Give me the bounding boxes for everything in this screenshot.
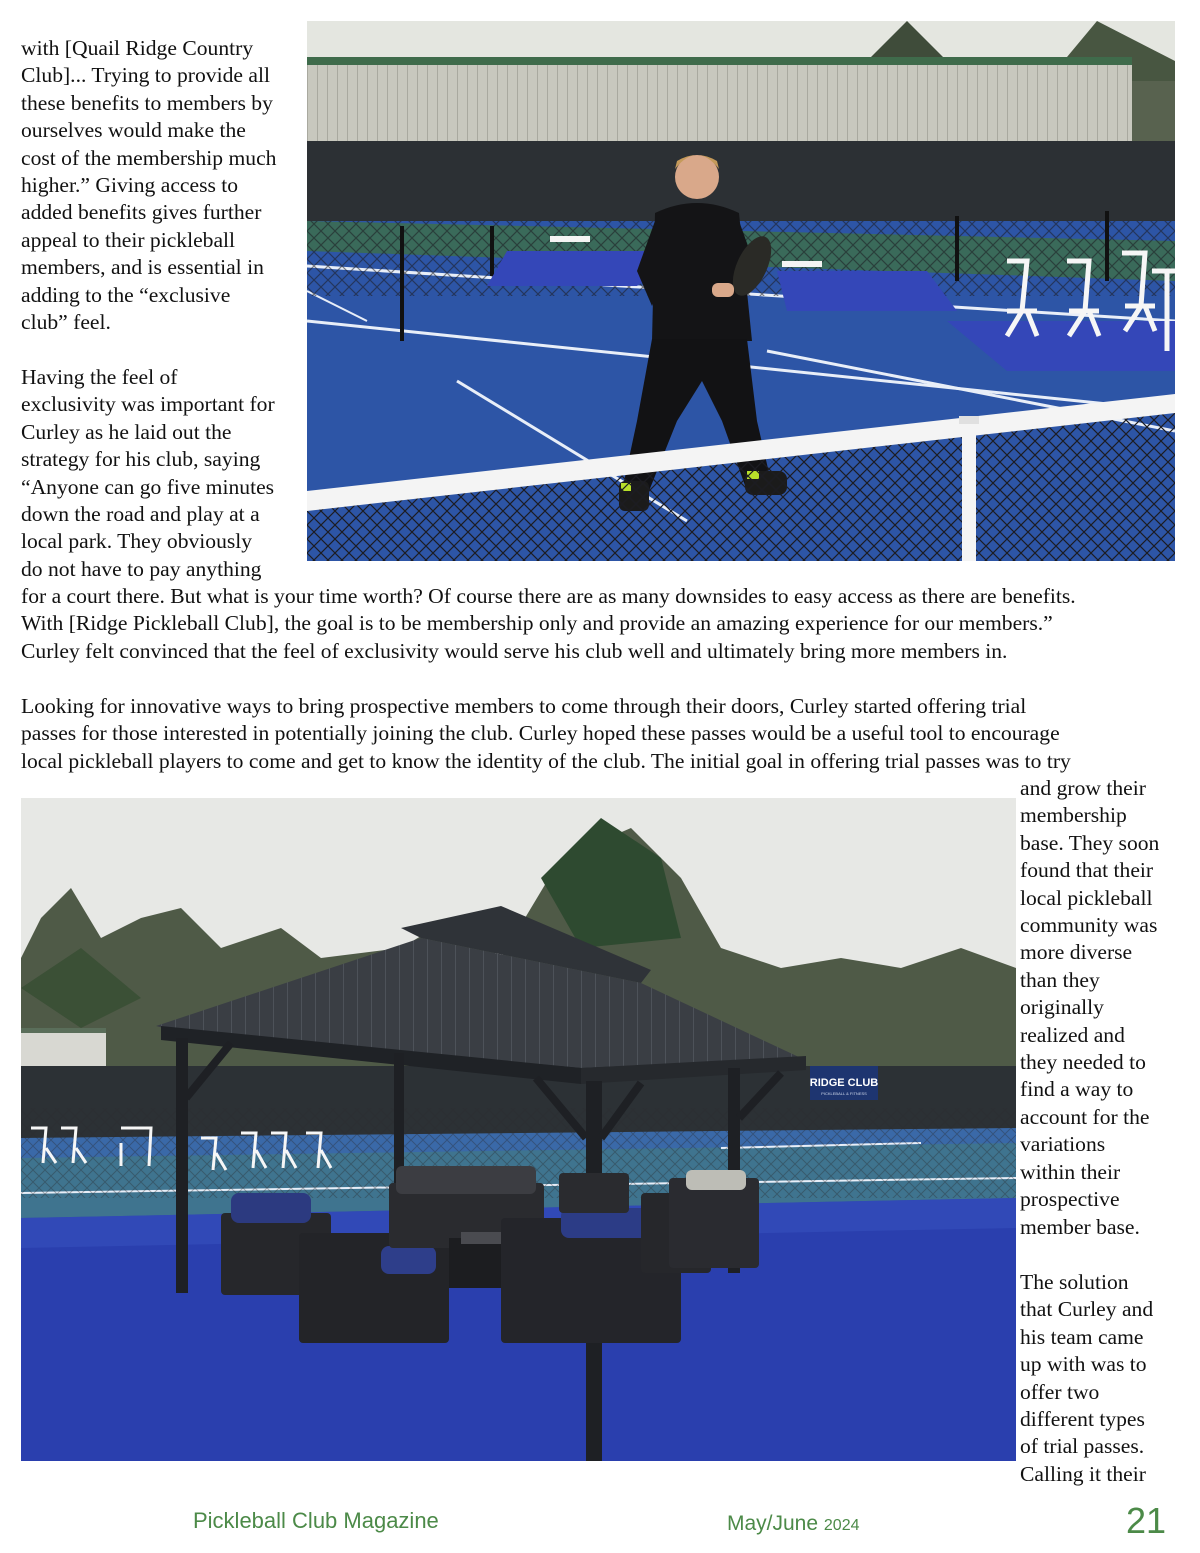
text-line: With [Ridge Pickleball Club], the goal is to be membership only and provide an amazing experience for our members.” [21,611,1053,636]
court-player-photo [307,21,1175,561]
paragraph-exclusivity-wide [21,583,1076,665]
text-line: offer two [1020,1379,1100,1404]
text-line: up with was to [1020,1352,1147,1377]
text-line: realized and [1020,1022,1125,1047]
text-line: member base. [1020,1214,1140,1239]
text-line: cost of the membership much [21,145,277,170]
text-line: local pickleball [1020,885,1153,910]
text-line: ourselves would make the [21,118,246,143]
text-line: found that their [1020,858,1154,883]
text-line: that Curley and [1020,1297,1154,1322]
text-line: adding to the “exclusive [21,282,231,307]
page-number: 21 [1126,1500,1167,1541]
paragraph-quail-ridge [21,35,276,336]
text-line: with [Quail Ridge Country [21,36,254,60]
text-line: more diverse [1020,940,1133,965]
text-line: variations [1020,1132,1106,1157]
text-line: Having the feel of [21,365,178,389]
paragraph-trial-passes-side [1020,775,1159,1241]
text-line: higher.” Giving access to [21,173,239,198]
text-line: “Anyone can go five minutes [21,474,275,499]
paragraph-trial-passes-wide [21,693,1071,775]
text-line: account for the [1020,1104,1150,1129]
text-line: passes for those interested in potentially joining the club. Curley hoped these passes would be a useful tool to encourage [21,721,1060,746]
text-line: local park. They obviously [21,529,253,554]
text-line: do not have to pay anything [21,556,262,581]
text-line: his team came [1020,1324,1144,1349]
text-line: Curley felt convinced that the feel of exclusivity would serve his club well and ultimately bring more members in. [21,638,1008,663]
text-line: for a court there. But what is your time worth? Of course there are as many downsides to easy access as there are benefits. [21,584,1076,608]
text-line: The solution [1020,1270,1129,1294]
text-line: Club]... Trying to provide all [21,63,270,88]
text-line: local pickleball players to come and get to know the identity of the club. The initial goal in offering trial passes was to try [21,748,1071,773]
text-line: they needed to [1020,1050,1146,1075]
text-line: Looking for innovative ways to bring prospective members to come through their doors, Curley started offering trial [21,694,1027,718]
text-line: originally [1020,995,1104,1020]
text-line: base. They soon [1020,830,1160,855]
gazebo-lounge-photo [21,798,1016,1461]
text-line: different types [1020,1407,1145,1432]
text-line: added benefits gives further [21,200,262,225]
text-line: of trial passes. [1020,1434,1145,1459]
text-line: members, and is essential in [21,255,264,280]
footer-issue [727,1512,859,1536]
text-line: these benefits to members by [21,90,273,115]
text-line: Curley as he laid out the [21,419,232,444]
paragraph-exclusivity-narrow [21,364,275,583]
footer-magazine-name: Pickleball Club Magazine [193,1508,439,1533]
text-line: than they [1020,967,1100,992]
text-line: down the road and play at a [21,502,260,527]
text-line: community was [1020,913,1158,938]
text-line: prospective [1020,1187,1120,1212]
text-line: within their [1020,1159,1121,1184]
text-line: membership [1020,803,1127,828]
text-line: Calling it their [1020,1461,1146,1486]
text-line: strategy for his club, saying [21,447,261,472]
text-line: appeal to their pickleball [21,227,236,252]
footer-issue-year: 2024 [823,1517,860,1534]
banner-title: RIDGE CLUB [809,1077,879,1089]
footer-issue-month: May/June [727,1512,819,1535]
banner-subtitle: PICKLEBALL & FITNESS [821,1091,867,1096]
text-line: exclusivity was important for [21,392,275,417]
text-line: and grow their [1020,776,1146,800]
text-line: club” feel. [21,310,111,335]
paragraph-solution-side [1020,1269,1153,1488]
text-line: find a way to [1020,1077,1134,1102]
